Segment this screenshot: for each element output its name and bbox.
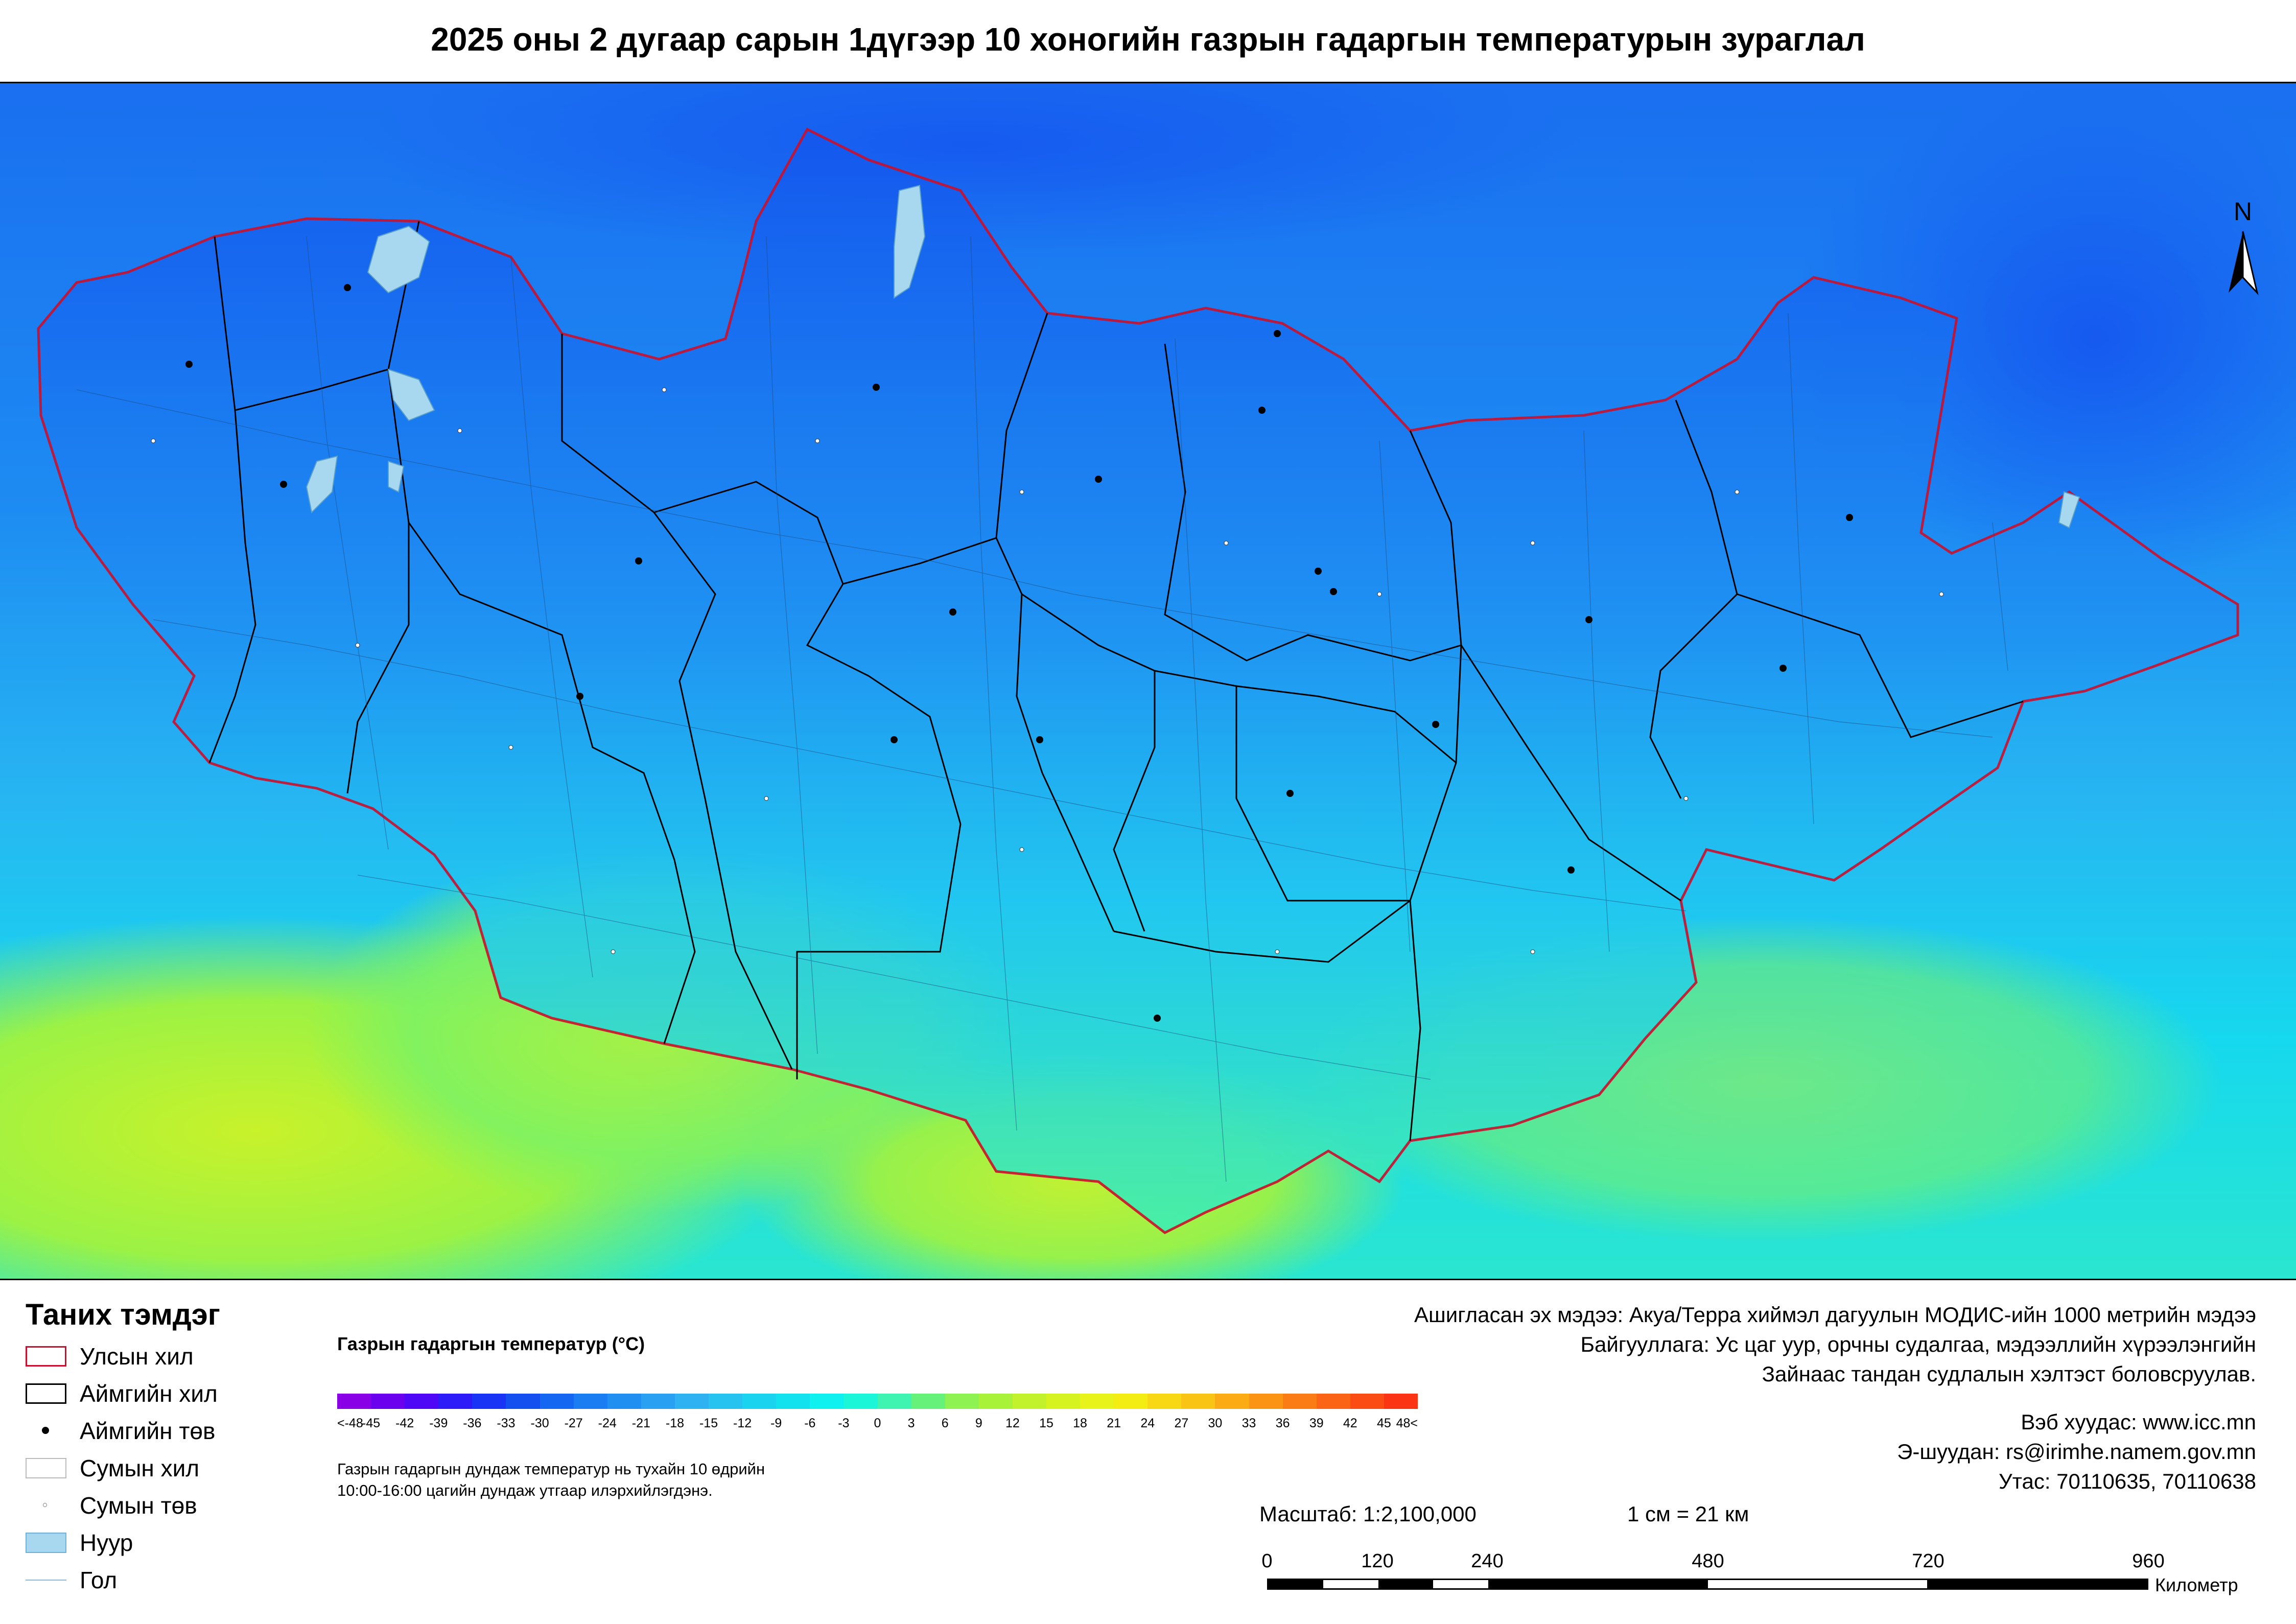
north-arrow-icon (2229, 231, 2243, 293)
colorbar-swatch (1384, 1394, 1418, 1409)
scale-label: 480 (1692, 1550, 1724, 1572)
legend-label: Гол (80, 1567, 118, 1593)
legend-item-lake (26, 1527, 312, 1558)
colorbar-tick-label: 6 (941, 1416, 949, 1430)
colorbar-swatch (1249, 1394, 1283, 1409)
colorbar-tick-label: -18 (665, 1416, 685, 1430)
colorbar-tick-label: -3 (838, 1416, 850, 1430)
scale-bar (1267, 1579, 2148, 1590)
colorbar-swatch (1114, 1394, 1147, 1409)
colorbar-swatch (810, 1394, 844, 1409)
email-link[interactable]: Э-шуудан: rs@irimhe.namem.gov.mn (1897, 1440, 2256, 1464)
scale-label: 960 (2132, 1550, 2165, 1572)
colorbar-tick-label: -30 (530, 1416, 549, 1430)
colorbar-tick-label: 36 (1275, 1416, 1290, 1430)
colorbar-tick-label: 42 (1343, 1416, 1357, 1430)
colorbar-swatch (709, 1394, 742, 1409)
scale-equivalence: 1 см = 21 км (1627, 1502, 1749, 1526)
colorbar-tick-label: 9 (975, 1416, 982, 1430)
colorbar-swatch (405, 1394, 438, 1409)
colorbar-swatch (675, 1394, 709, 1409)
colorbar-tick-label: -36 (463, 1416, 482, 1430)
colorbar-tick-label: 15 (1039, 1416, 1053, 1430)
legend-item-sum-center (26, 1490, 312, 1521)
colorbar-tick-label: -15 (699, 1416, 718, 1430)
colorbar-tick-label: -42 (395, 1416, 414, 1430)
scale-ratio: Масштаб: 1:2,100,000 (1259, 1502, 1477, 1526)
legend-item-state-border (26, 1341, 312, 1372)
colorbar-tick-label: -45 (362, 1416, 381, 1430)
colorbar-tick-label: 30 (1208, 1416, 1223, 1430)
colorbar-swatch (438, 1394, 472, 1409)
contact-info (1897, 1407, 2256, 1496)
colorbar-swatch (1283, 1394, 1317, 1409)
colorbar-ticks (337, 1416, 1418, 1437)
colorbar-swatch (776, 1394, 810, 1409)
colorbar-tick-label: 12 (1005, 1416, 1020, 1430)
river-icon (26, 1570, 66, 1590)
source-line: Байгууллага: Ус цаг уур, орчны судалгаа, мэдээллийн хүрээлэнгийн (1580, 1332, 2256, 1356)
colorbar-swatch (607, 1394, 641, 1409)
colorbar-tick-label: 18 (1073, 1416, 1087, 1430)
colorbar-tick-label: -6 (804, 1416, 816, 1430)
colorbar-tick-label: -9 (770, 1416, 782, 1430)
legend-label: Нуур (80, 1529, 133, 1556)
colorbar-tick-label: <-48 (337, 1416, 363, 1430)
colorbar-swatch (945, 1394, 979, 1409)
colorbar-swatch (1046, 1394, 1080, 1409)
colorbar-swatch (1181, 1394, 1215, 1409)
note-line: Газрын гадаргын дундаж температур нь тухайн 10 өдрийн (337, 1460, 765, 1478)
colorbar-swatch (574, 1394, 607, 1409)
lake-icon (26, 1533, 66, 1553)
colorbar-swatch (1350, 1394, 1384, 1409)
colorbar-swatch (1317, 1394, 1350, 1409)
colorbar-swatch (878, 1394, 911, 1409)
scale-label: 120 (1361, 1550, 1394, 1572)
legend-title: Таних тэмдэг (26, 1298, 220, 1331)
colorbar-tick-label: -39 (429, 1416, 448, 1430)
north-label: N (2233, 197, 2253, 226)
legend-label: Сумын төв (80, 1492, 197, 1519)
scale-unit: Километр (2155, 1574, 2238, 1595)
colorbar-tick-label: 45 (1377, 1416, 1391, 1430)
colorbar-swatch (540, 1394, 574, 1409)
aimag-border-icon (26, 1383, 66, 1404)
note-line: 10:00-16:00 цагийн дундаж утгаар илэрхийлэгдэнэ. (337, 1481, 713, 1499)
source-info (1414, 1300, 2256, 1389)
colorbar-tick-label: 3 (907, 1416, 915, 1430)
colorbar-tick-label: -21 (631, 1416, 650, 1430)
colorbar-tick-label: 39 (1309, 1416, 1324, 1430)
colorbar-tick-label: -24 (598, 1416, 617, 1430)
website-link[interactable]: Вэб хуудас: www.icc.mn (2021, 1410, 2256, 1434)
source-line: Зайнаас тандан судлалын хэлтэст боловсруулав. (1762, 1362, 2256, 1386)
map-title: 2025 оны 2 дугаар сарын 1дүгээр 10 хоногийн газрын гадаргын температурын зураглал (431, 21, 1865, 58)
colorbar-tick-label: -27 (564, 1416, 583, 1430)
north-arrow (2222, 196, 2263, 298)
colorbar-tick-label: 0 (874, 1416, 881, 1430)
colorbar-swatch (1147, 1394, 1181, 1409)
colorbar-swatch (742, 1394, 776, 1409)
sum-center-icon (26, 1495, 66, 1516)
phone-text: Утас: 70110635, 70110638 (1999, 1469, 2256, 1493)
colorbar-swatch (1215, 1394, 1249, 1409)
legend-item-river (26, 1565, 312, 1595)
colorbar-tick-label: -33 (497, 1416, 516, 1430)
legend-label: Улсын хил (80, 1343, 194, 1370)
colorbar-swatch (1013, 1394, 1046, 1409)
state-border-icon (26, 1346, 66, 1367)
colorbar-tick-label: 21 (1107, 1416, 1121, 1430)
colorbar-note (337, 1458, 765, 1501)
map-area[interactable] (0, 82, 2296, 1280)
colorbar-tick-label: -12 (733, 1416, 752, 1430)
colorbar-swatch (844, 1394, 877, 1409)
colorbar-tick-label: 48< (1396, 1416, 1418, 1430)
temperature-map (0, 83, 2296, 1279)
scale-label: 240 (1471, 1550, 1504, 1572)
colorbar-swatch (371, 1394, 405, 1409)
legend-label: Сумын хил (80, 1455, 200, 1481)
colorbar (337, 1394, 1418, 1409)
colorbar-swatch (337, 1394, 371, 1409)
colorbar-swatch (979, 1394, 1013, 1409)
scale-label: 720 (1912, 1550, 1944, 1572)
legend-label: Аймгийн хил (80, 1380, 218, 1407)
colorbar-swatch (911, 1394, 945, 1409)
colorbar-tick-label: 24 (1140, 1416, 1155, 1430)
colorbar-tick-label: 27 (1174, 1416, 1189, 1430)
colorbar-swatch (641, 1394, 675, 1409)
colorbar-swatch (1080, 1394, 1114, 1409)
scale-label: 0 (1261, 1550, 1273, 1572)
source-line: Ашигласан эх мэдээ: Акуа/Терра хиймэл дагуулын МОДИС-ийн 1000 метрийн мэдээ (1414, 1303, 2256, 1327)
aimag-center-icon (26, 1421, 66, 1441)
legend-item-aimag-border (26, 1378, 312, 1409)
colorbar-swatch (506, 1394, 540, 1409)
legend-item-sum-border (26, 1453, 312, 1484)
legend-item-aimag-center (26, 1416, 312, 1446)
legend-label: Аймгийн төв (80, 1418, 216, 1444)
colorbar-swatch (472, 1394, 506, 1409)
sum-border-icon (26, 1458, 66, 1478)
colorbar-title: Газрын гадаргын температур (°C) (337, 1333, 645, 1354)
colorbar-tick-label: 33 (1241, 1416, 1256, 1430)
